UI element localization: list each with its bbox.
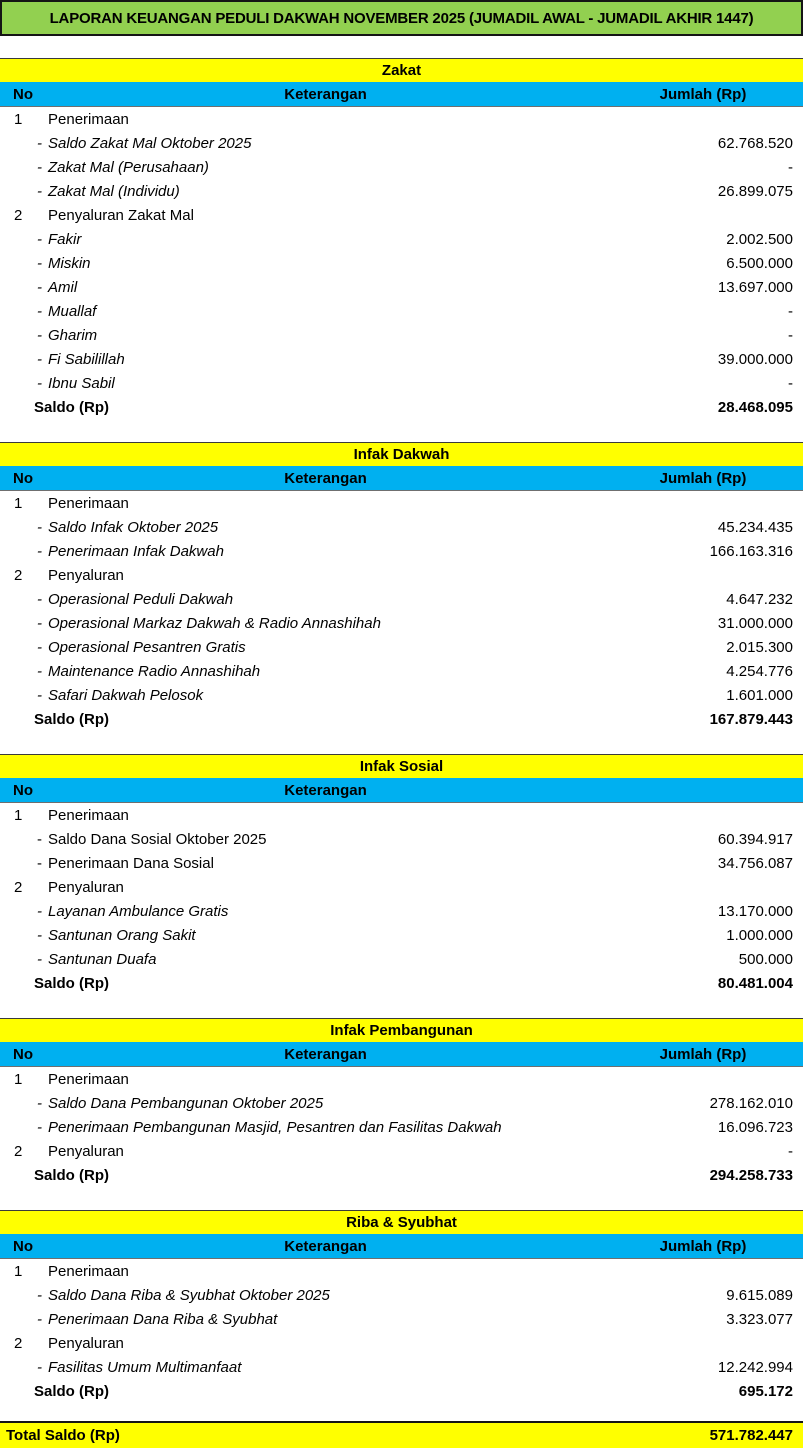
row-label-text: Safari Dakwah Pelosok: [48, 686, 204, 704]
report-section: [0, 58, 803, 419]
row-number: 1: [14, 494, 23, 512]
saldo-amount: 695.172: [738, 1382, 793, 1400]
row-number: 2: [14, 1334, 23, 1352]
row-amount: 60.394.917: [717, 830, 793, 848]
dash-bullet: -: [37, 902, 42, 920]
row-label-text: Zakat Mal (Perusahaan): [48, 158, 209, 176]
row-label: Penerimaan: [48, 110, 129, 128]
dash-bullet: -: [37, 686, 42, 704]
dash-bullet: -: [37, 830, 42, 848]
section-title: Infak Sosial: [0, 754, 803, 778]
saldo-label: Saldo (Rp): [34, 1382, 109, 1400]
sections: [0, 58, 803, 1403]
row-amount: 2.015.300: [726, 638, 793, 656]
column-header-no: No: [13, 1237, 33, 1255]
table-row: [0, 1091, 803, 1115]
saldo-amount: 80.481.004: [717, 974, 793, 992]
row-amount: -: [788, 302, 793, 320]
dash-bullet: -: [37, 1094, 42, 1112]
row-amount: 4.254.776: [726, 662, 793, 680]
dash-bullet: -: [37, 1118, 42, 1136]
table-row: [0, 563, 803, 587]
row-label: Penyaluran: [48, 1142, 124, 1160]
saldo-row: [0, 971, 803, 995]
table-row: [0, 659, 803, 683]
table-row: [0, 1259, 803, 1283]
table-row: [0, 1115, 803, 1139]
dash-bullet: -: [37, 926, 42, 944]
row-label-text: Fasilitas Umum Multimanfaat: [48, 1358, 242, 1376]
row-amount: 1.601.000: [726, 686, 793, 704]
section-title: Infak Pembangunan: [0, 1018, 803, 1042]
row-label: Penerimaan: [48, 1262, 129, 1280]
saldo-amount: 294.258.733: [709, 1166, 793, 1184]
row-amount: 278.162.010: [709, 1094, 793, 1112]
column-header-no: No: [13, 781, 33, 799]
column-header-no: No: [13, 469, 33, 487]
row-label-text: Gharim: [48, 326, 98, 344]
row-number: 2: [14, 206, 23, 224]
dash-bullet: -: [37, 590, 42, 608]
row-label-text: Ibnu Sabil: [48, 374, 115, 392]
column-header-row: [0, 1234, 803, 1259]
column-header-keterangan: Keterangan: [284, 781, 367, 799]
column-header-keterangan: Keterangan: [284, 85, 367, 103]
spacer: [0, 1187, 803, 1210]
row-label: Penyaluran: [48, 1334, 124, 1352]
row-amount: 6.500.000: [726, 254, 793, 272]
column-header-keterangan: Keterangan: [284, 1045, 367, 1063]
table-row: [0, 851, 803, 875]
column-header-row: [0, 466, 803, 491]
row-number: 1: [14, 1070, 23, 1088]
table-row: [0, 587, 803, 611]
column-header-row: [0, 778, 803, 803]
row-amount: 31.000.000: [717, 614, 793, 632]
dash-bullet: -: [37, 158, 42, 176]
row-label: [0, 279, 603, 296]
spacer: [0, 1403, 803, 1421]
row-amount: 62.768.520: [717, 134, 793, 152]
row-label: [0, 903, 603, 920]
row-amount: 3.323.077: [726, 1310, 793, 1328]
dash-bullet: -: [37, 614, 42, 632]
table-row: [0, 515, 803, 539]
row-label: Penerimaan: [48, 494, 129, 512]
table-row: [0, 947, 803, 971]
row-label: [0, 855, 603, 872]
column-header-keterangan: Keterangan: [284, 469, 367, 487]
saldo-label: Saldo (Rp): [34, 710, 109, 728]
report-section: [0, 1018, 803, 1187]
dash-bullet: -: [37, 230, 42, 248]
row-amount: 500.000: [738, 950, 793, 968]
row-label-text: Miskin: [48, 254, 91, 272]
row-label-text: Fakir: [48, 230, 82, 248]
row-label: [0, 687, 603, 704]
table-row: [0, 107, 803, 131]
table-row: [0, 683, 803, 707]
column-header-no: No: [13, 85, 33, 103]
row-label-text: Layanan Ambulance Gratis: [48, 902, 229, 920]
column-header-row: [0, 82, 803, 107]
row-label: [0, 591, 603, 608]
row-label-text: Santunan Duafa: [48, 950, 157, 968]
table-row: [0, 275, 803, 299]
row-label: [0, 159, 603, 176]
row-amount: -: [788, 326, 793, 344]
row-label: [0, 927, 603, 944]
row-amount: 13.170.000: [717, 902, 793, 920]
row-number: 1: [14, 1262, 23, 1280]
row-label: [0, 663, 603, 680]
row-number: 1: [14, 110, 23, 128]
row-label-text: Operasional Peduli Dakwah: [48, 590, 234, 608]
saldo-row: [0, 1379, 803, 1403]
table-row: [0, 1355, 803, 1379]
row-label: Penyaluran: [48, 566, 124, 584]
row-label-text: Penerimaan Infak Dakwah: [48, 542, 224, 560]
row-number: 2: [14, 566, 23, 584]
row-amount: 2.002.500: [726, 230, 793, 248]
row-number: 2: [14, 878, 23, 896]
dash-bullet: -: [37, 854, 42, 872]
saldo-label: Saldo (Rp): [34, 974, 109, 992]
row-label-text: Saldo Zakat Mal Oktober 2025: [48, 134, 252, 152]
column-header-jumlah: Jumlah (Rp): [659, 85, 747, 103]
dash-bullet: -: [37, 1310, 42, 1328]
total-amount: 571.782.447: [709, 1427, 793, 1444]
row-label: [0, 1095, 603, 1112]
saldo-label: Saldo (Rp): [34, 398, 109, 416]
dash-bullet: -: [37, 1358, 42, 1376]
table-row: [0, 803, 803, 827]
row-label-text: Saldo Dana Pembangunan Oktober 2025: [48, 1094, 324, 1112]
row-label: [0, 1119, 603, 1136]
report-title: LAPORAN KEUANGAN PEDULI DAKWAH NOVEMBER 2025 (JUMADIL AWAL - JUMADIL AKHIR 1447): [49, 9, 754, 27]
dash-bullet: -: [37, 134, 42, 152]
table-row: [0, 539, 803, 563]
row-label: [0, 375, 603, 392]
table-row: [0, 371, 803, 395]
dash-bullet: -: [37, 638, 42, 656]
row-label: Penerimaan: [48, 806, 129, 824]
table-row: [0, 611, 803, 635]
row-label: [0, 615, 603, 632]
row-label: [0, 303, 603, 320]
saldo-amount: 167.879.443: [709, 710, 793, 728]
table-row: [0, 923, 803, 947]
row-label: [0, 135, 603, 152]
saldo-label: Saldo (Rp): [34, 1166, 109, 1184]
row-label-text: Operasional Pesantren Gratis: [48, 638, 246, 656]
table-row: [0, 227, 803, 251]
saldo-row: [0, 1163, 803, 1187]
table-row: [0, 1067, 803, 1091]
row-label: [0, 231, 603, 248]
table-row: [0, 179, 803, 203]
row-label-text: Saldo Dana Riba & Syubhat Oktober 2025: [48, 1286, 330, 1304]
table-row: [0, 299, 803, 323]
row-label: [0, 519, 603, 536]
dash-bullet: -: [37, 518, 42, 536]
spacer: [0, 36, 803, 58]
row-amount: -: [788, 374, 793, 392]
table-row: [0, 347, 803, 371]
row-label: [0, 327, 603, 344]
row-amount: 34.756.087: [717, 854, 793, 872]
report-section: [0, 442, 803, 731]
row-amount: -: [788, 158, 793, 176]
spacer: [0, 419, 803, 442]
total-label: Total Saldo (Rp): [6, 1427, 120, 1444]
report-title-bar: [0, 0, 803, 36]
row-label: [0, 831, 603, 848]
table-row: [0, 251, 803, 275]
row-label: [0, 951, 603, 968]
row-label-text: Santunan Orang Sakit: [48, 926, 196, 944]
column-header-no: No: [13, 1045, 33, 1063]
row-amount: -: [788, 1142, 793, 1160]
table-row: [0, 1331, 803, 1355]
dash-bullet: -: [37, 950, 42, 968]
dash-bullet: -: [37, 254, 42, 272]
row-label-text: Fi Sabilillah: [48, 350, 125, 368]
row-label-text: Saldo Infak Oktober 2025: [48, 518, 219, 536]
row-amount: 1.000.000: [726, 926, 793, 944]
saldo-amount: 28.468.095: [717, 398, 793, 416]
row-number: 1: [14, 806, 23, 824]
total-row: [0, 1421, 803, 1448]
row-label-text: Amil: [48, 278, 78, 296]
table-row: [0, 1139, 803, 1163]
row-label: [0, 543, 603, 560]
table-row: [0, 1307, 803, 1331]
dash-bullet: -: [37, 182, 42, 200]
column-header-keterangan: Keterangan: [284, 1237, 367, 1255]
row-label: [0, 1311, 603, 1328]
row-amount: 39.000.000: [717, 350, 793, 368]
table-row: [0, 899, 803, 923]
row-label: [0, 351, 603, 368]
spacer: [0, 731, 803, 754]
row-label: [0, 1359, 603, 1376]
saldo-row: [0, 707, 803, 731]
table-row: [0, 875, 803, 899]
section-title: Riba & Syubhat: [0, 1210, 803, 1234]
row-amount: 26.899.075: [717, 182, 793, 200]
row-label: Penyaluran: [48, 878, 124, 896]
saldo-row: [0, 395, 803, 419]
row-label-text: Penerimaan Dana Sosial: [48, 854, 214, 872]
row-label-text: Muallaf: [48, 302, 97, 320]
table-row: [0, 323, 803, 347]
report-section: [0, 754, 803, 995]
row-number: 2: [14, 1142, 23, 1160]
dash-bullet: -: [37, 326, 42, 344]
column-header-jumlah: Jumlah (Rp): [659, 1045, 747, 1063]
report-section: [0, 1210, 803, 1403]
row-amount: 9.615.089: [726, 1286, 793, 1304]
dash-bullet: -: [37, 350, 42, 368]
column-header-row: [0, 1042, 803, 1067]
row-label: [0, 639, 603, 656]
column-header-jumlah: Jumlah (Rp): [659, 469, 747, 487]
row-label-text: Zakat Mal (Individu): [48, 182, 180, 200]
row-label: [0, 1287, 603, 1304]
row-label-text: Penerimaan Dana Riba & Syubhat: [48, 1310, 278, 1328]
row-label-text: Penerimaan Pembangunan Masjid, Pesantren dan Fasilitas Dakwah: [48, 1118, 502, 1136]
dash-bullet: -: [37, 542, 42, 560]
row-amount: 45.234.435: [717, 518, 793, 536]
row-label-text: Maintenance Radio Annashihah: [48, 662, 261, 680]
table-row: [0, 491, 803, 515]
dash-bullet: -: [37, 662, 42, 680]
row-amount: 4.647.232: [726, 590, 793, 608]
dash-bullet: -: [37, 278, 42, 296]
table-row: [0, 131, 803, 155]
table-row: [0, 155, 803, 179]
row-label: [0, 255, 603, 272]
row-label-text: Operasional Markaz Dakwah & Radio Annashihah: [48, 614, 381, 632]
column-header-jumlah: Jumlah (Rp): [659, 1237, 747, 1255]
row-label: Penyaluran Zakat Mal: [48, 206, 194, 224]
dash-bullet: -: [37, 374, 42, 392]
dash-bullet: -: [37, 1286, 42, 1304]
dash-bullet: -: [37, 302, 42, 320]
row-amount: 13.697.000: [717, 278, 793, 296]
row-amount: 166.163.316: [709, 542, 793, 560]
row-label-text: Saldo Dana Sosial Oktober 2025: [48, 830, 267, 848]
section-title: Zakat: [0, 58, 803, 82]
row-amount: 16.096.723: [717, 1118, 793, 1136]
section-title: Infak Dakwah: [0, 442, 803, 466]
table-row: [0, 203, 803, 227]
table-row: [0, 1283, 803, 1307]
table-row: [0, 827, 803, 851]
table-row: [0, 635, 803, 659]
row-amount: 12.242.994: [717, 1358, 793, 1376]
spacer: [0, 995, 803, 1018]
row-label: [0, 183, 603, 200]
row-label: Penerimaan: [48, 1070, 129, 1088]
